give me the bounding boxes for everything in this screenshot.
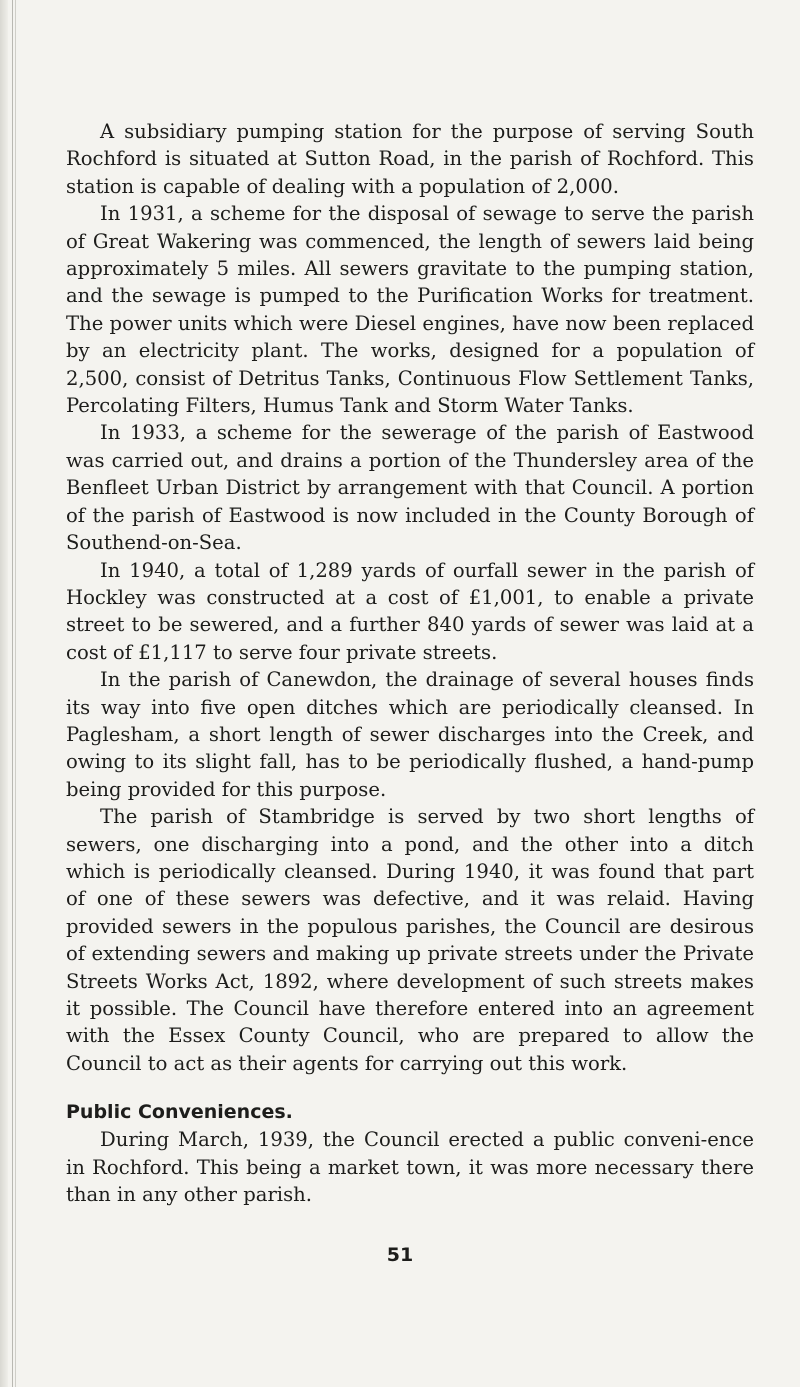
page-number: 51 xyxy=(386,1244,414,1266)
section-heading-public-conveniences: Public Conveniences. xyxy=(66,1101,293,1124)
paragraph-stambridge-sewers: The parish of Stambridge is served by two short lengths of sewers, one discharging into a pond, and the other into a ditch which is periodically cleansed. During 1940, it was found that part of one of these sewers was defective, and it was relaid. Having provided sewers in the populous parishes, the Council are desirous of extending sewers and making up private streets under the Private Streets Works Act, 1892, where development of such streets makes it possible. The Council have therefore entered into an agreement with the Essex County Council, who are prepared to allow the Council to act as their agents for carrying out this work. xyxy=(66,805,754,1075)
document-page xyxy=(66,118,754,1208)
paragraph-subsidiary-pumping-station: A subsidiary pumping station for the purpose of serving South Rochford is situated at Sutton Road, in the parish of Rochford. This station is capable of dealing with a population of 2,000. xyxy=(66,120,754,198)
binding-rule xyxy=(12,0,13,1387)
paragraph-great-wakering-scheme: In 1931, a scheme for the disposal of sewage to serve the parish of Great Wakering was commenced, the length of sewers laid being approximately 5 miles. All sewers gravitate to the pumping station, and the sewage is pumped to the Purification Works for treatment. The power units which were Diesel engines, have now been replaced by an electricity plant. The works, designed for a population of 2,500, consist of Detritus Tanks, Continuous Flow Settlement Tanks, Percolating Filters, Humus Tank and Storm Water Tanks. xyxy=(66,202,754,418)
paragraph-public-conveniences: During March, 1939, the Council erected a public conveni-ence in Rochford. This being a market town, it was more necessary there than in any other parish. xyxy=(66,1128,754,1207)
paragraph-canewdon-drainage: In the parish of Canewdon, the drainage of several houses finds its way into five open ditches which are periodically cleansed. In Paglesham, a short length of sewer discharges into the Creek, and owing to its slight fall, has to be periodically flushed, a hand-pump being provided for this purpose. xyxy=(66,668,754,801)
binding-rule xyxy=(15,0,16,1387)
paragraph-eastwood-scheme: In 1933, a scheme for the sewerage of the parish of Eastwood was carried out, and drains a portion of the Thundersley area of the Benfleet Urban District by arrangement with that Council. A portion of the parish of Eastwood is now included in the County Borough of Southend-on-Sea. xyxy=(66,421,754,555)
paragraph-hockley-sewer: In 1940, a total of 1,289 yards of ourfall sewer in the parish of Hockley was constructed at a cost of £1,001, to enable a private street to be sewered, and a further 840 yards of sewer was laid at a cost of £1,117 to serve four private streets. xyxy=(66,558,754,664)
page-binding-edge xyxy=(0,0,8,1387)
